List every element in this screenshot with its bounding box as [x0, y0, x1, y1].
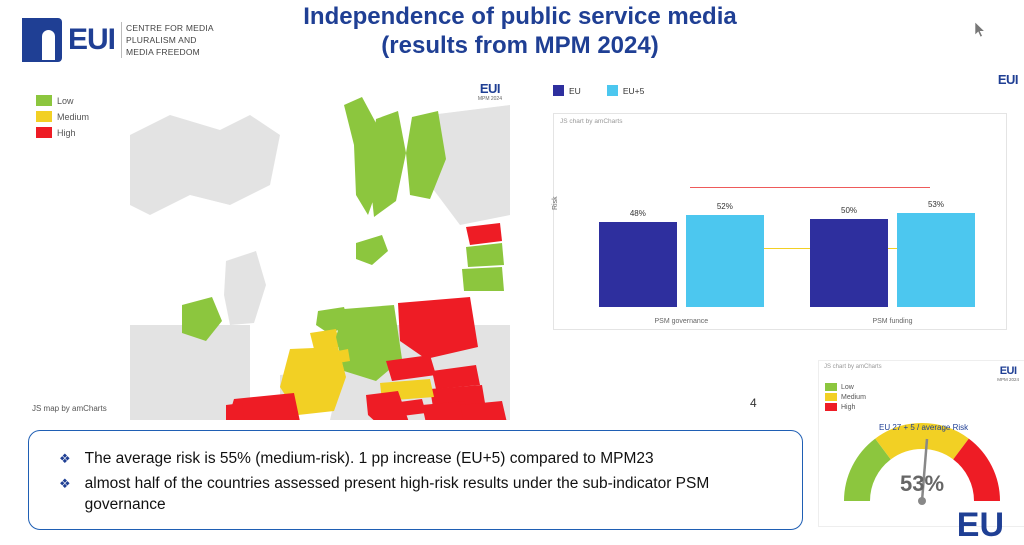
map-legend-label-medium: Medium — [57, 111, 90, 122]
chart-legend-swatch-eu5 — [607, 85, 618, 96]
page-title-line1: Independence of public service media — [303, 3, 737, 30]
gauge-legend-label-low: Low — [841, 383, 854, 391]
chart-legend-swatch-eu — [553, 85, 564, 96]
chart-credit: JS chart by amCharts — [560, 118, 623, 125]
corner-logo — [998, 72, 1018, 87]
bar-eu-psm-funding[interactable] — [810, 205, 889, 308]
country-lithuania — [462, 267, 504, 291]
map-badge-sub: MPM 2024 — [477, 96, 502, 102]
page-title — [160, 2, 880, 61]
logo-acronym: EUI — [68, 23, 116, 56]
map-legend-label-high: High — [57, 127, 76, 138]
map-credit: JS map by amCharts — [32, 404, 107, 413]
bar-eu5-psm-governance[interactable] — [686, 201, 765, 307]
chart-legend-item-eu5[interactable] — [607, 85, 645, 96]
chart-legend-label-eu5: EU+5 — [622, 85, 645, 96]
map-legend-label-low: Low — [57, 95, 74, 106]
callout-bullet-2-text: almost half of the countries assessed present high-risk results under the sub-indicator PSM governance — [84, 474, 710, 513]
slide-number: 4 — [750, 396, 757, 410]
map-legend-swatch-medium — [36, 111, 52, 122]
bar-eu-psm-governance[interactable] — [599, 209, 678, 307]
bullet-marker-icon-2: ❖ — [59, 475, 71, 491]
corner-logo-acronym: EUI — [997, 72, 1018, 87]
country-latvia — [466, 243, 504, 267]
chart-legend — [545, 85, 1010, 96]
gauge-title: EU 27 + 5 / average Risk — [879, 423, 969, 432]
chart-legend-label-eu: EU — [569, 85, 581, 96]
gauge-value: 53% — [899, 471, 945, 496]
map-badge-acronym: EUI — [479, 81, 500, 96]
chart-plot-area — [553, 113, 1007, 330]
logo-subtitle-line3: MEDIA FREEDOM — [126, 47, 200, 58]
map-badge — [478, 81, 502, 102]
callout-bullet-2 — [59, 474, 782, 516]
map-legend-item-medium — [36, 111, 106, 122]
europe-risk-map[interactable] — [130, 75, 510, 420]
chart-bars — [582, 130, 996, 325]
map-legend-item-high — [36, 127, 106, 138]
gauge-badge-sub: MPM 2024 — [997, 377, 1019, 382]
bullet-marker-icon: ❖ — [59, 451, 71, 466]
callout-bullet-1 — [59, 449, 782, 470]
reference-line-high — [690, 187, 930, 188]
page-title-line2: (results from MPM 2024) — [381, 32, 659, 60]
chart-y-axis-label: Risk — [552, 196, 559, 210]
callout-bullet-1-text: The average risk is 55% (medium-risk). 1 pp increase (EU+5) compared to MPM23 — [84, 450, 654, 467]
map-legend-item-low — [36, 95, 106, 106]
bar-eu5-psm-funding[interactable] — [897, 200, 976, 307]
bar-label-eu-psm-funding: 50% — [841, 205, 858, 215]
gauge-legend-label-medium: Medium — [841, 393, 866, 401]
chart-x-tick-psm-governance: PSM governance — [654, 318, 709, 325]
gauge-panel[interactable] — [818, 360, 1024, 527]
gauge-svg — [819, 361, 1024, 526]
map-svg — [130, 75, 510, 420]
bar-label-eu5-psm-funding: 53% — [927, 200, 944, 210]
gauge-legend-label-high: High — [841, 403, 856, 411]
eui-logo-icon — [22, 18, 62, 62]
summary-callout — [28, 430, 803, 530]
map-legend — [36, 95, 106, 143]
map-legend-swatch-high — [36, 127, 52, 138]
logo-subtitle-line1: CENTRE FOR MEDIA — [126, 22, 214, 33]
gauge-badge-acronym: EUI — [999, 365, 1017, 377]
logo-subtitle-line2: PLURALISM AND — [126, 34, 197, 45]
chart-legend-item-eu[interactable] — [553, 85, 581, 96]
chart-x-tick-psm-funding: PSM funding — [872, 318, 913, 325]
mouse-cursor — [975, 22, 986, 38]
bottom-logo-mark: EU — [956, 506, 1004, 544]
bar-label-eu-psm-governance: 48% — [629, 209, 646, 219]
map-legend-swatch-low — [36, 95, 52, 106]
bar-chart-panel[interactable] — [545, 85, 1010, 335]
gauge-credit: JS chart by amCharts — [824, 364, 882, 370]
bar-label-eu5-psm-governance: 52% — [716, 201, 733, 211]
